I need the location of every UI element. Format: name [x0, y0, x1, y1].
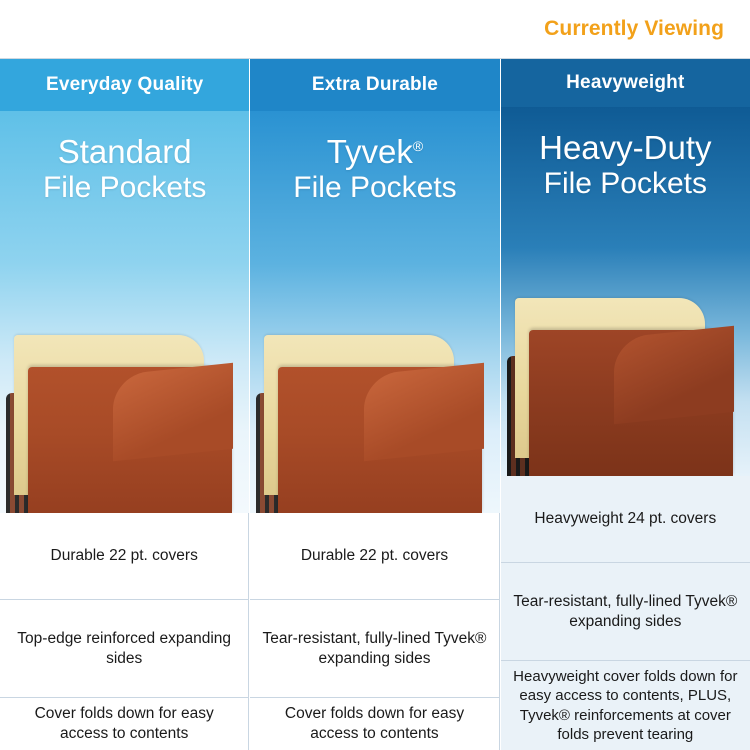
product-title-word: Tyvek [326, 132, 413, 170]
registered-mark: ® [412, 137, 424, 154]
feature-cell: Tear-resistant, fully-lined Tyvek® expanding sides [250, 599, 499, 697]
feature-cell: Cover folds down for easy access to contents [250, 697, 499, 750]
feature-cell: Durable 22 pt. covers [0, 513, 249, 599]
top-banner [0, 0, 750, 58]
product-title-line1 [250, 133, 499, 171]
feature-list-heavyweight [501, 476, 750, 750]
feature-cell: Cover folds down for easy access to contents [0, 697, 249, 750]
column-header-heavyweight: Heavyweight [501, 59, 750, 107]
file-pocket-illustration [501, 236, 750, 476]
product-title-line2: File Pockets [543, 166, 708, 200]
column-header-standard: Everyday Quality [0, 59, 249, 111]
product-title-standard [0, 133, 249, 206]
pocket-flap-icon [113, 363, 233, 462]
product-title-line2: File Pockets [293, 171, 457, 205]
column-header-tyvek: Extra Durable [250, 59, 499, 111]
product-title-line1: Heavy-Duty [539, 128, 712, 166]
currently-viewing-label: Currently Viewing [544, 17, 724, 40]
feature-cell: Heavyweight cover folds down for easy access to contents, PLUS, Tyvek® reinforcements at cover folds prevent tearing [501, 660, 750, 750]
product-title-line1: Standard [57, 132, 192, 170]
file-pocket-illustration [250, 273, 499, 513]
pocket-flap-icon [614, 326, 734, 425]
feature-cell: Tear-resistant, fully-lined Tyvek® expanding sides [501, 562, 750, 660]
product-column-heavyweight[interactable] [501, 59, 750, 750]
product-column-standard[interactable] [0, 59, 250, 750]
product-column-tyvek[interactable] [250, 59, 500, 750]
feature-list-tyvek [250, 513, 499, 750]
feature-list-standard [0, 513, 249, 750]
feature-cell: Top-edge reinforced expanding sides [0, 599, 249, 697]
feature-cell: Durable 22 pt. covers [250, 513, 499, 599]
product-panel-heavyweight [501, 107, 750, 477]
product-title-line2: File Pockets [42, 171, 207, 205]
product-panel-standard [0, 111, 249, 514]
file-pocket-illustration [0, 273, 249, 513]
product-panel-tyvek [250, 111, 499, 514]
pocket-flap-icon [364, 363, 484, 462]
feature-cell: Heavyweight 24 pt. covers [534, 510, 717, 528]
product-title-heavyweight [501, 129, 750, 202]
product-title-tyvek [250, 133, 499, 206]
columns-grid [0, 58, 750, 750]
